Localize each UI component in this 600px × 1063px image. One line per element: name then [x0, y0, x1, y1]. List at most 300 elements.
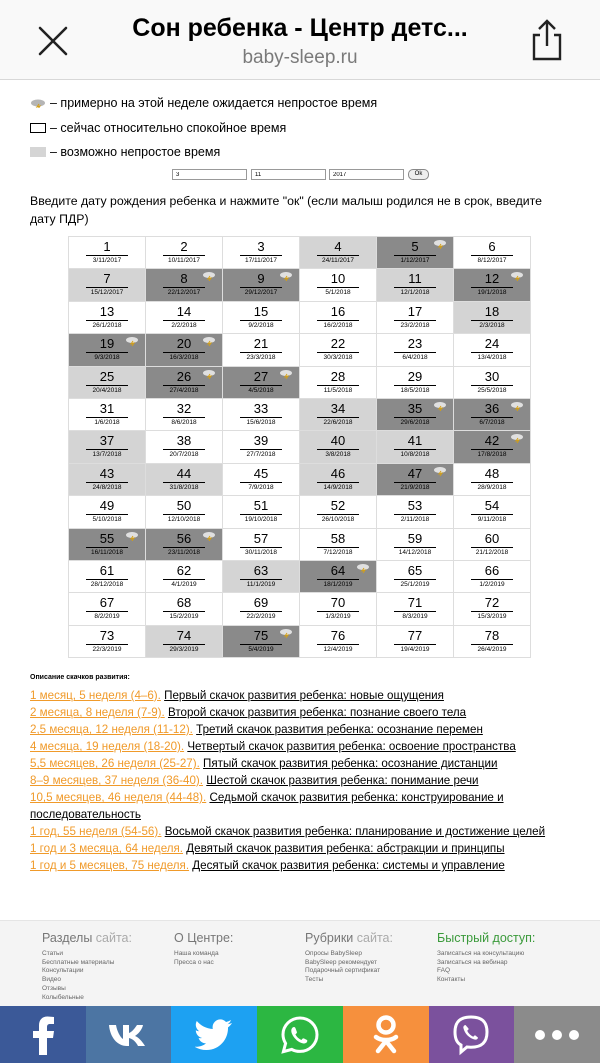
week-divider [317, 385, 359, 386]
week-number: 21 [253, 336, 269, 352]
week-cell[interactable] [146, 367, 223, 399]
week-date: 16/11/2018 [90, 548, 124, 556]
week-cell[interactable] [300, 529, 377, 561]
leap-description-link[interactable]: Девятый скачок развития ребенка: абстракции и принципы [186, 842, 505, 855]
week-divider [163, 514, 205, 515]
footer-link[interactable]: FAQ [437, 967, 451, 975]
week-date: 26/1/2018 [92, 321, 122, 329]
footer-link[interactable]: Пресса о нас [174, 958, 214, 966]
week-divider [240, 611, 282, 612]
week-cell[interactable] [377, 237, 454, 269]
leap-description-link[interactable]: Седьмой скачок развития ребенка: конструирование и последовательность [30, 791, 504, 821]
week-number: 17 [407, 303, 423, 319]
week-cell[interactable] [454, 496, 531, 528]
leaps-section [30, 674, 575, 874]
leap-period-link[interactable]: 2,5 месяца, 12 неделя (11-12). [30, 723, 193, 736]
week-cell[interactable] [377, 269, 454, 301]
week-date: 10/8/2018 [400, 451, 430, 459]
week-date: 14/12/2018 [398, 548, 432, 556]
week-number: 55 [99, 530, 115, 546]
week-divider [471, 547, 513, 548]
week-divider [240, 449, 282, 450]
browser-header [0, 0, 600, 80]
week-cell[interactable] [69, 593, 146, 625]
week-cell[interactable] [69, 237, 146, 269]
week-divider [86, 514, 128, 515]
leap-item [30, 738, 575, 755]
week-cell[interactable] [69, 529, 146, 561]
week-cell[interactable] [454, 529, 531, 561]
week-cell[interactable] [146, 302, 223, 334]
footer-quick-access [437, 931, 535, 985]
week-number: 60 [484, 530, 500, 546]
leap-period-link[interactable]: 8–9 месяцев, 37 неделя (36-40). [30, 774, 204, 787]
week-number: 26 [176, 368, 192, 384]
week-cell[interactable] [146, 626, 223, 658]
week-date: 23/2/2018 [400, 321, 430, 329]
birth-date-form [0, 169, 600, 181]
week-cell[interactable] [300, 269, 377, 301]
storm-cloud-icon [30, 98, 46, 108]
week-cell[interactable] [454, 464, 531, 496]
leap-item [30, 755, 575, 772]
legend-white [30, 121, 286, 135]
week-divider [394, 514, 436, 515]
week-divider [317, 547, 359, 548]
week-cell[interactable] [300, 561, 377, 593]
week-cell[interactable] [454, 399, 531, 431]
week-cell[interactable] [223, 302, 300, 334]
weeks-grid [68, 236, 531, 658]
leap-item [30, 704, 575, 721]
vk-share-button[interactable] [86, 1006, 172, 1063]
week-date: 6/4/2018 [402, 354, 428, 362]
week-date: 12/4/2019 [323, 645, 353, 653]
week-date: 26/10/2018 [321, 516, 355, 524]
week-cell[interactable] [377, 367, 454, 399]
week-cell[interactable] [377, 626, 454, 658]
week-cell[interactable] [300, 593, 377, 625]
week-number: 3 [257, 239, 265, 254]
viber-share-button[interactable] [429, 1006, 515, 1063]
week-cell[interactable] [223, 334, 300, 366]
week-number: 18 [484, 303, 500, 319]
week-date: 9/3/2018 [94, 354, 120, 362]
week-cell[interactable] [69, 464, 146, 496]
week-cell[interactable] [454, 367, 531, 399]
legend-white-text: – сейчас относительно спокойное время [50, 121, 287, 135]
week-divider [86, 352, 128, 353]
week-cell[interactable] [454, 431, 531, 463]
leap-description-link[interactable]: Второй скачок развития ребенка: познание своего тела [167, 706, 467, 719]
week-divider [394, 417, 436, 418]
week-cell[interactable] [69, 367, 146, 399]
week-date: 21/9/2018 [400, 483, 430, 491]
week-number: 6 [488, 239, 496, 254]
leap-period-link[interactable]: 1 месяц, 5 неделя (4–6). [30, 689, 161, 702]
week-date: 17/8/2018 [477, 451, 507, 459]
week-date: 26/4/2019 [477, 645, 507, 653]
week-date: 5/10/2018 [92, 516, 122, 524]
week-date: 15/3/2019 [477, 613, 507, 621]
week-number: 67 [99, 595, 115, 611]
week-cell[interactable] [223, 593, 300, 625]
week-divider [394, 547, 436, 548]
footer-about-title: О Центре: [174, 931, 234, 945]
week-divider [471, 449, 513, 450]
week-cell[interactable] [377, 529, 454, 561]
week-number: 29 [407, 368, 423, 384]
odnoklassniki-share-button[interactable] [343, 1006, 429, 1063]
storm-cloud-icon [202, 531, 216, 541]
week-cell[interactable] [146, 431, 223, 463]
week-cell[interactable] [223, 431, 300, 463]
week-date: 30/11/2018 [244, 548, 278, 556]
week-number: 71 [407, 595, 423, 611]
week-number: 38 [176, 433, 192, 449]
week-cell[interactable] [69, 561, 146, 593]
week-number: 34 [330, 400, 346, 416]
leap-description-link[interactable]: Первый скачок развития ребенка: новые ощущения [164, 689, 444, 702]
week-divider [317, 417, 359, 418]
week-cell[interactable] [223, 626, 300, 658]
week-divider [317, 255, 359, 256]
storm-cloud-icon [433, 239, 447, 249]
footer-link[interactable]: Контакты [437, 976, 466, 984]
week-date: 30/3/2018 [323, 354, 353, 362]
week-date: 7/9/2018 [248, 483, 274, 491]
footer-sections [42, 931, 132, 1002]
storm-cloud-icon [433, 466, 447, 476]
week-date: 9/11/2018 [477, 516, 507, 524]
week-divider [317, 579, 359, 580]
week-divider [163, 320, 205, 321]
week-divider [240, 385, 282, 386]
month-input[interactable] [251, 169, 326, 180]
week-cell[interactable] [223, 367, 300, 399]
ok-button[interactable]: Ok [408, 169, 429, 180]
footer-link[interactable]: Наша команда [174, 950, 219, 957]
week-cell[interactable] [377, 302, 454, 334]
week-cell[interactable] [146, 561, 223, 593]
week-date: 6/7/2018 [479, 418, 505, 426]
week-number: 32 [176, 400, 192, 416]
week-number: 46 [330, 465, 346, 481]
week-cell[interactable] [223, 237, 300, 269]
week-divider [163, 287, 205, 288]
footer-rubrics [305, 931, 393, 985]
week-cell[interactable] [377, 464, 454, 496]
footer-link[interactable]: Тесты [305, 976, 324, 984]
storm-cloud-icon [125, 336, 139, 346]
gray-swatch [30, 147, 46, 157]
footer-link[interactable]: Бесплатные материалы [42, 958, 115, 966]
week-date: 2/3/2018 [479, 321, 505, 329]
leap-period-link[interactable]: 10,5 месяцев, 46 неделя (44-48). [30, 791, 207, 804]
footer-link[interactable]: Отзывы [42, 984, 66, 992]
week-date: 2/2/2018 [171, 321, 197, 329]
week-cell[interactable] [69, 269, 146, 301]
page-url: baby-sleep.ru [242, 47, 358, 68]
week-date: 8/3/2019 [402, 613, 428, 621]
week-divider [317, 611, 359, 612]
week-date: 11/1/2019 [246, 580, 276, 588]
leap-description-link[interactable]: Десятый скачок развития ребенка: системы и управление [192, 859, 505, 872]
week-date: 25/1/2019 [400, 580, 430, 588]
storm-cloud-icon [202, 271, 216, 281]
week-date: 1/12/2017 [400, 257, 430, 264]
week-date: 29/6/2018 [400, 418, 430, 426]
week-number: 52 [330, 498, 346, 514]
footer-link[interactable]: Видео [42, 976, 61, 984]
week-date: 15/2/2019 [169, 613, 199, 621]
week-cell[interactable] [146, 529, 223, 561]
week-cell[interactable] [223, 399, 300, 431]
week-number: 47 [407, 465, 423, 481]
week-date: 11/5/2018 [323, 386, 353, 394]
leap-period-link[interactable]: 1 год и 5 месяцев, 75 неделя. [30, 859, 190, 872]
week-number: 8 [180, 271, 188, 287]
week-divider [471, 417, 513, 418]
more-share-button[interactable] [514, 1006, 600, 1063]
week-cell[interactable] [377, 561, 454, 593]
week-divider [317, 320, 359, 321]
facebook-icon [28, 1015, 58, 1055]
storm-cloud-icon [202, 336, 216, 346]
week-cell[interactable] [146, 496, 223, 528]
week-cell[interactable] [146, 334, 223, 366]
week-cell[interactable] [223, 561, 300, 593]
week-cell[interactable] [454, 593, 531, 625]
week-number: 10 [330, 271, 346, 287]
week-number: 45 [253, 465, 269, 481]
viber-icon [450, 1014, 492, 1056]
week-cell[interactable] [300, 464, 377, 496]
week-divider [471, 320, 513, 321]
leap-period-link[interactable]: 2 месяца, 8 неделя (7-9). [30, 706, 165, 719]
storm-cloud-icon [510, 271, 524, 281]
week-divider [163, 482, 205, 483]
week-date: 21/12/2018 [475, 548, 509, 556]
week-divider [163, 255, 205, 256]
week-cell[interactable] [146, 237, 223, 269]
week-number: 42 [484, 433, 500, 449]
storm-cloud-icon [356, 563, 370, 573]
week-cell[interactable] [300, 302, 377, 334]
page-title: Сон ребенка - Центр детс... [132, 14, 468, 42]
week-date: 5/4/2019 [248, 645, 274, 653]
week-divider [394, 352, 436, 353]
legend-gray-text: – возможно непростое время [50, 145, 221, 159]
week-cell[interactable] [377, 431, 454, 463]
leap-item [30, 721, 575, 738]
share-icon[interactable] [527, 18, 567, 62]
week-divider [240, 287, 282, 288]
week-number: 30 [484, 368, 500, 384]
week-cell[interactable] [454, 302, 531, 334]
week-cell[interactable] [69, 334, 146, 366]
week-divider [471, 255, 513, 256]
week-cell[interactable] [377, 593, 454, 625]
week-divider [240, 644, 282, 645]
week-date: 25/5/2018 [477, 386, 507, 394]
week-divider [394, 320, 436, 321]
week-cell[interactable] [146, 399, 223, 431]
footer-link[interactable]: Подарочный сертификат [305, 967, 381, 975]
week-cell[interactable] [69, 496, 146, 528]
week-cell[interactable] [223, 464, 300, 496]
week-cell[interactable] [300, 367, 377, 399]
week-number: 27 [253, 368, 269, 384]
week-number: 49 [99, 498, 115, 514]
leap-item [30, 687, 575, 704]
week-divider [394, 644, 436, 645]
week-cell[interactable] [146, 464, 223, 496]
storm-cloud-icon [125, 531, 139, 541]
week-cell[interactable] [300, 334, 377, 366]
week-number: 54 [484, 498, 500, 514]
leap-period-link[interactable]: 5,5 месяцев, 26 неделя (25-27). [30, 757, 200, 770]
week-number: 75 [253, 627, 269, 643]
week-cell[interactable] [69, 399, 146, 431]
week-date: 22/12/2017 [167, 289, 201, 297]
vk-icon [107, 1022, 151, 1048]
week-cell[interactable] [454, 269, 531, 301]
week-date: 15/6/2018 [246, 418, 276, 426]
footer-link[interactable]: Записаться на вебинар [437, 958, 508, 966]
footer-link[interactable]: Статьи [42, 950, 64, 957]
week-date: 19/1/2018 [477, 289, 507, 297]
legend-storm-text: – примерно на этой неделе ожидается непростое время [50, 96, 378, 110]
week-cell[interactable] [146, 593, 223, 625]
week-cell[interactable] [454, 237, 531, 269]
week-date: 3/11/2017 [92, 257, 122, 264]
week-divider [86, 482, 128, 483]
week-number: 35 [407, 400, 423, 416]
week-cell[interactable] [69, 431, 146, 463]
leap-item [30, 772, 575, 789]
leap-description-link[interactable]: Пятый скачок развития ребенка: осознание дистанции [203, 757, 498, 770]
week-divider [86, 417, 128, 418]
week-cell[interactable] [300, 399, 377, 431]
footer-link[interactable]: Опросы BabySleep [305, 950, 362, 957]
week-date: 20/4/2018 [92, 386, 122, 394]
week-divider [86, 385, 128, 386]
week-divider [163, 352, 205, 353]
week-cell[interactable] [69, 626, 146, 658]
week-divider [471, 287, 513, 288]
week-number: 50 [176, 498, 192, 514]
week-cell[interactable] [223, 496, 300, 528]
week-date: 22/2/2019 [246, 613, 276, 621]
week-cell[interactable] [69, 302, 146, 334]
week-cell[interactable] [454, 334, 531, 366]
week-date: 8/6/2018 [171, 418, 197, 426]
footer-sections-title: Разделы [42, 931, 93, 945]
week-cell[interactable] [223, 529, 300, 561]
week-number: 4 [334, 239, 342, 254]
week-date: 13/7/2018 [92, 451, 122, 459]
year-input[interactable] [329, 169, 404, 180]
week-divider [240, 417, 282, 418]
footer-link[interactable]: BabySleep рекомендует [305, 958, 378, 966]
week-cell[interactable] [223, 269, 300, 301]
week-cell[interactable] [377, 399, 454, 431]
week-cell[interactable] [454, 561, 531, 593]
week-cell[interactable] [377, 334, 454, 366]
week-cell[interactable] [300, 626, 377, 658]
week-date: 1/3/2019 [325, 613, 351, 621]
week-divider [163, 644, 205, 645]
leap-period-link[interactable]: 1 год, 55 неделя (54-56). [30, 825, 162, 838]
week-cell[interactable] [377, 496, 454, 528]
leap-description-link[interactable]: Восьмой скачок развития ребенка: планирование и достижение целей [164, 825, 546, 838]
week-divider [394, 255, 436, 256]
storm-cloud-icon [510, 433, 524, 443]
more-dots-icon [534, 1029, 580, 1041]
week-number: 22 [330, 336, 346, 352]
leap-description-link[interactable]: Четвертый скачок развития ребенка: освоение пространства [187, 740, 516, 753]
whatsapp-share-button[interactable] [257, 1006, 343, 1063]
week-number: 74 [176, 627, 192, 643]
week-date: 20/7/2018 [169, 451, 199, 459]
storm-cloud-icon [202, 369, 216, 379]
footer-sections-title-suffix: сайта: [92, 931, 132, 945]
week-number: 56 [176, 530, 192, 546]
week-date: 10/11/2017 [167, 257, 201, 264]
week-divider [394, 579, 436, 580]
leap-description-link[interactable]: Шестой скачок развития ребенка: понимание речи [206, 774, 479, 787]
week-number: 44 [176, 465, 192, 481]
week-cell[interactable] [146, 269, 223, 301]
week-number: 5 [411, 239, 419, 254]
week-cell[interactable] [300, 496, 377, 528]
twitter-share-button[interactable] [171, 1006, 257, 1063]
facebook-share-button[interactable] [0, 1006, 86, 1063]
day-input[interactable] [172, 169, 247, 180]
week-cell[interactable] [300, 237, 377, 269]
storm-cloud-icon [279, 369, 293, 379]
week-date: 18/1/2019 [323, 580, 353, 588]
leap-item [30, 789, 575, 823]
week-number: 15 [253, 303, 269, 319]
week-date: 16/3/2018 [169, 354, 199, 362]
footer-rubrics-title-suffix: сайта: [353, 931, 393, 945]
whatsapp-icon [280, 1015, 320, 1055]
week-divider [86, 547, 128, 548]
week-number: 78 [484, 627, 500, 643]
week-date: 8/12/2017 [477, 257, 507, 264]
week-cell[interactable] [454, 626, 531, 658]
leap-period-link[interactable]: 4 месяца, 19 неделя (18-20). [30, 740, 185, 753]
footer-link[interactable]: Записаться на консультацию [437, 950, 525, 957]
week-date: 22/3/2019 [92, 645, 122, 653]
week-date: 1/6/2018 [94, 418, 120, 426]
week-cell[interactable] [300, 431, 377, 463]
week-divider [394, 385, 436, 386]
week-number: 40 [330, 433, 346, 449]
leap-description-link[interactable]: Третий скачок развития ребенка: осознание перемен [196, 723, 483, 736]
footer-link[interactable]: Консультации [42, 967, 84, 975]
week-number: 33 [253, 400, 269, 416]
leap-period-link[interactable]: 1 год и 3 месяца, 64 неделя. [30, 842, 184, 855]
legend-storm [30, 96, 377, 110]
week-divider [240, 352, 282, 353]
footer-about [174, 931, 233, 967]
close-icon[interactable] [36, 24, 70, 58]
week-date: 29/12/2017 [244, 289, 278, 297]
footer-link[interactable]: Колыбельные [42, 993, 84, 1001]
